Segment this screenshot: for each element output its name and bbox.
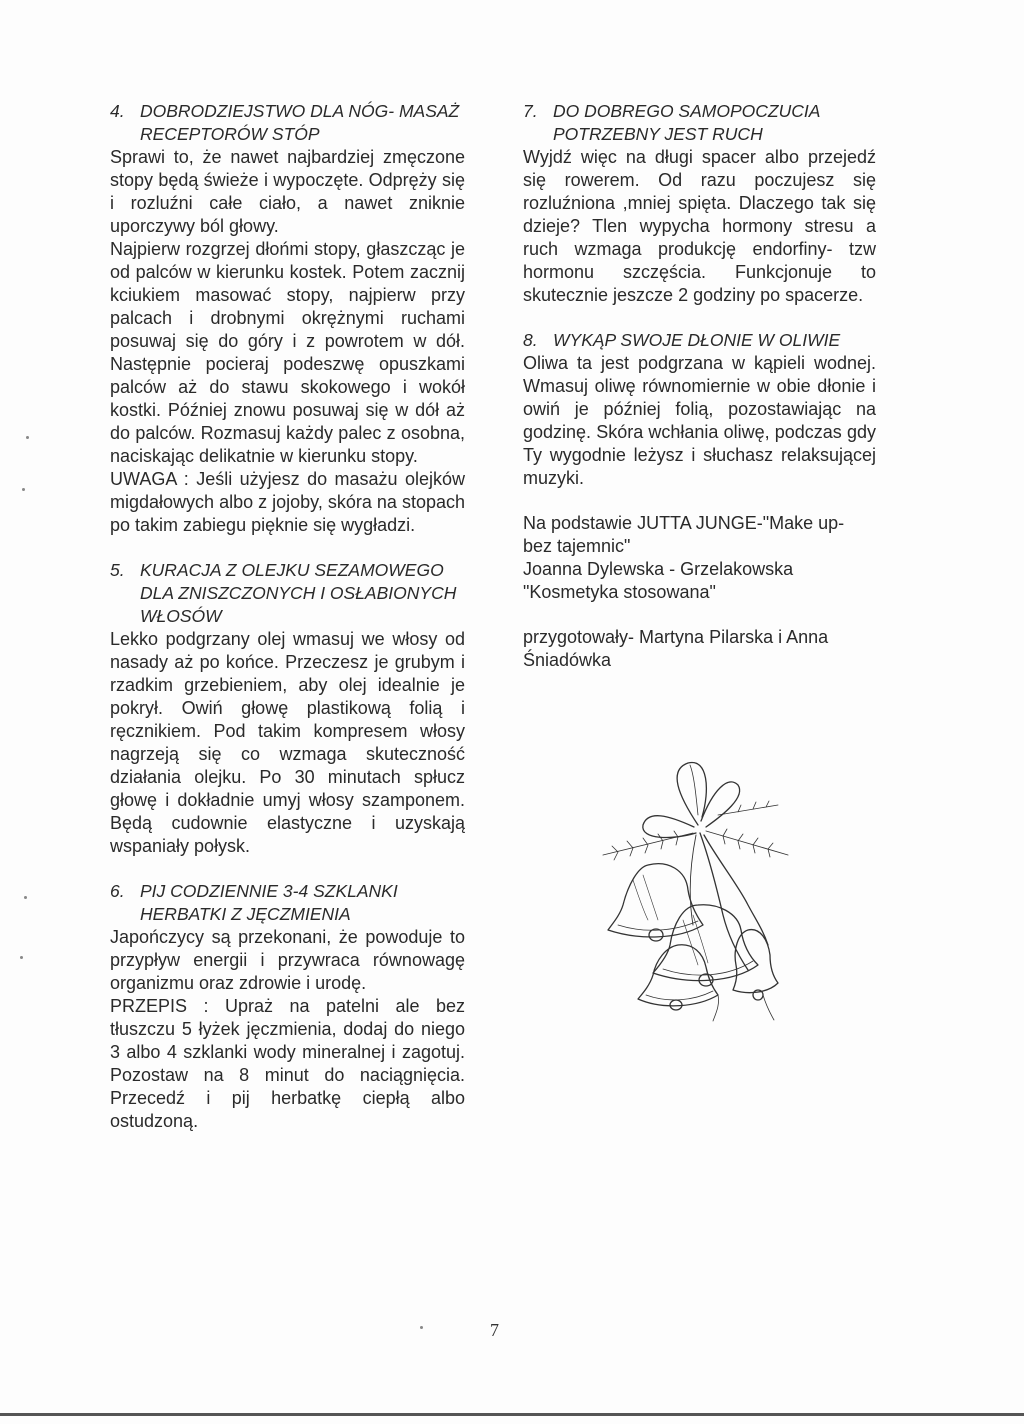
section-title: DO DOBREGO SAMOPOCZUCIA POTRZEBNY JEST RUCH: [553, 101, 820, 144]
section-title: PIJ CODZIENNIE 3-4 SZKLANKI HERBATKI Z JĘCZMIENIA: [140, 881, 398, 924]
section-8: [523, 329, 876, 490]
section-title: WYKĄP SWOJE DŁONIE W OLIWIE: [553, 330, 841, 350]
section-number: 7.: [523, 101, 538, 121]
section-heading: [523, 329, 876, 352]
credits: [523, 512, 876, 672]
christmas-bells-icon: [598, 755, 798, 1025]
paragraph: Najpierw rozgrzej dłońmi stopy, głaszcząc je od palców w kierunku kostek. Potem zacznij kciukiem masować stopy, najpierw przy palcach i drobnymi okrężnymi ruchami posuwaj się do góry i z powrotem w dół. Następnie pocieraj podeszwę opuszkami palców aż do stawu skokowego i wokół kostki. Później znowu posuwaj się w dół aż do palców. Rozmasuj każdy palec z osobna, naciskając delikatnie w kierunku stopy.: [110, 239, 465, 466]
scan-speck: [20, 956, 23, 959]
section-number: 6.: [110, 881, 125, 901]
scan-edge: [0, 1413, 1024, 1416]
source-line: bez tajemnic": [523, 536, 631, 556]
section-7: [523, 100, 876, 307]
scan-speck: [420, 1326, 423, 1329]
paragraph: Lekko podgrzany olej wmasuj we włosy od nasady aż po końce. Przeczesz je grubym i rzadkim grzebieniem, aby olej idealnie je pokrył. Owiń głowę plastikową folią i ręcznikiem. Pod takim kompresem włosy nagrzeją się co wzmaga skuteczność działania olejku. Po 30 minutach spłucz głowę i dokładnie umyj włosy szamponem. Będą cudownie elastyczne i uzyskają wspaniały połysk.: [110, 629, 465, 856]
page-number: 7: [490, 1320, 499, 1340]
source-line: Joanna Dylewska - Grzelakowska: [523, 559, 794, 579]
section-body: [523, 146, 876, 307]
paragraph: Japończycy są przekonani, że powoduje to przypływ energii i przywraca równowagę organizmu oraz zdrowie i urodę.: [110, 927, 465, 993]
source-line: "Kosmetyka stosowana": [523, 582, 716, 602]
section-heading: [110, 100, 465, 146]
paragraph: Wyjdź więc na długi spacer albo przejedź się rowerem. Od razu poczujesz się rozluźniona ,mniej spięta. Dlaczego tak się dzieje? Tlen wypycha hormony stresu a ruch wzmaga produkcję endorfiny- tzw hormonu szczęścia. Funkcjonuje to skutecznie jeszcze 2 godziny po spacerze.: [523, 147, 876, 305]
section-title: KURACJA Z OLEJKU SEZAMOWEGO DLA ZNISZCZONYCH I OSŁABIONYCH WŁOSÓW: [140, 560, 457, 626]
section-heading: [110, 880, 465, 926]
section-body: [523, 352, 876, 490]
paragraph: PRZEPIS : Upraż na patelni ale bez tłuszczu 5 łyżek jęczmienia, dodaj do niego 3 albo 4 szklanki wody mineralnej i zagotuj. Pozostaw na 8 minut do naciągnięcia. Przecedź i pij herbatkę ciepłą albo ostudzoną.: [110, 996, 465, 1131]
right-column: [523, 100, 876, 672]
section-title: DOBRODZIEJSTWO DLA NÓG- MASAŻ RECEPTORÓW STÓP: [140, 101, 460, 144]
authors-line: przygotowały- Martyna Pilarska i Anna Śniadówka: [523, 627, 829, 670]
scan-speck: [24, 896, 27, 899]
scan-speck: [22, 488, 25, 491]
section-body: [110, 926, 465, 1133]
section-heading: [110, 559, 465, 628]
paragraph: UWAGA : Jeśli użyjesz do masażu olejków migdałowych albo z jojoby, skóra na stopach po takim zabiegu pięknie się wygładzi.: [110, 469, 465, 535]
source-line: Na podstawie JUTTA JUNGE-"Make up-: [523, 513, 845, 533]
scan-speck: [26, 436, 29, 439]
section-body: [110, 146, 465, 537]
section-number: 5.: [110, 560, 125, 580]
paragraph: Sprawi to, że nawet najbardziej zmęczone stopy będą świeże i wypoczęte. Odpręży się i rozluźni całe ciało, a nawet zniknie uporczywy ból głowy.: [110, 147, 465, 236]
section-4: [110, 100, 465, 537]
section-number: 8.: [523, 330, 538, 350]
section-number: 4.: [110, 101, 125, 121]
section-6: [110, 880, 465, 1133]
section-5: [110, 559, 465, 858]
section-heading: [523, 100, 876, 146]
paragraph: Oliwa ta jest podgrzana w kąpieli wodnej. Wmasuj oliwę równomiernie w obie dłonie i owiń je później folią, pozostawiając na godzinę. Skóra wchłania oliwę, podczas gdy Ty wygodnie leżysz i słuchasz relaksującej muzyki.: [523, 353, 876, 488]
section-body: [110, 628, 465, 858]
left-column: [110, 100, 465, 1155]
